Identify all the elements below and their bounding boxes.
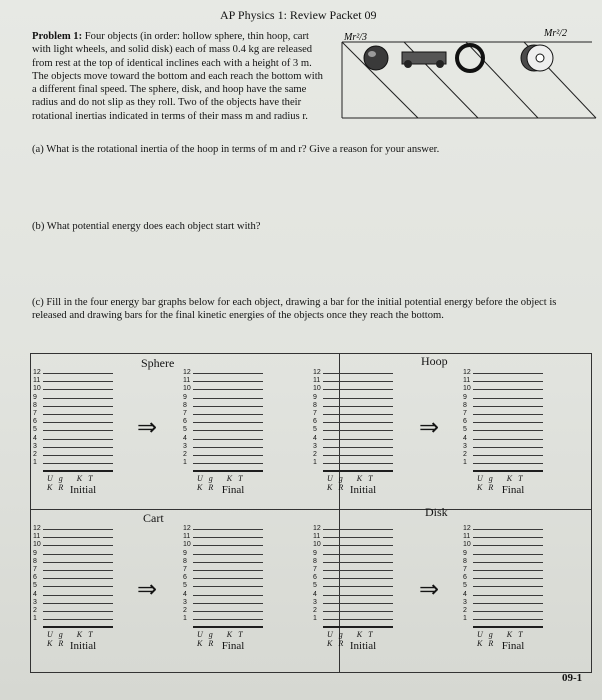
tick-label: 6 — [183, 418, 187, 426]
tick-label: 3 — [313, 442, 317, 450]
gridline — [43, 562, 113, 563]
tick-label: 7 — [183, 410, 187, 417]
tick-label: 9 — [463, 393, 467, 401]
tick-label: 3 — [183, 598, 187, 606]
horizontal-divider — [31, 509, 591, 510]
gridline — [193, 529, 263, 530]
graph-caption: Initial — [69, 484, 97, 497]
gridline — [43, 537, 113, 538]
gridline — [473, 529, 543, 530]
cart-label: Cart — [143, 511, 164, 525]
gridline — [193, 586, 263, 587]
tick-label: 2 — [33, 607, 37, 614]
gridline — [473, 422, 543, 423]
gridline — [43, 422, 113, 423]
gridline — [43, 554, 113, 555]
gridline — [43, 414, 113, 415]
gridline — [323, 430, 393, 431]
problem-statement — [32, 30, 330, 123]
tick-label: 11 — [183, 533, 191, 541]
gridline — [473, 455, 543, 456]
tick-label: 8 — [313, 401, 317, 409]
baseline — [43, 470, 113, 472]
gridline — [43, 373, 113, 374]
tick-label: 5 — [33, 426, 37, 434]
gridline — [473, 414, 543, 415]
tick-label: 4 — [313, 590, 317, 598]
gridline — [193, 414, 263, 415]
gridline — [43, 455, 113, 456]
gridline — [193, 455, 263, 456]
tick-label: 2 — [463, 451, 467, 458]
objects-on-inclines-figure — [338, 24, 600, 124]
tick-label: 12 — [183, 525, 191, 532]
gridline — [193, 398, 263, 399]
baseline — [323, 470, 393, 472]
gridline — [473, 554, 543, 555]
disk-label: Disk — [425, 505, 448, 519]
tick-label: 6 — [463, 574, 467, 582]
gridline — [473, 373, 543, 374]
tick-label: 2 — [313, 607, 317, 614]
gridline — [323, 562, 393, 563]
tick-label: 6 — [33, 574, 37, 582]
tick-label: 2 — [463, 607, 467, 614]
gridline — [323, 619, 393, 620]
gridline — [473, 463, 543, 464]
graph-caption: Final — [221, 640, 245, 653]
gridline — [193, 545, 263, 546]
gridline — [473, 389, 543, 390]
gridline — [473, 406, 543, 407]
tick-label: 8 — [463, 557, 467, 565]
gridline — [473, 545, 543, 546]
tick-label: 5 — [183, 582, 187, 590]
tick-label: 5 — [183, 426, 187, 434]
cart-wheel — [436, 60, 444, 68]
energy-columns: Ug KT KR — [197, 630, 249, 649]
gridline — [473, 447, 543, 448]
tick-label: 7 — [313, 566, 317, 573]
energy-bar-graph-grid — [30, 353, 592, 673]
tick-label: 12 — [463, 525, 471, 532]
tick-label: 2 — [313, 451, 317, 458]
disk-hub — [536, 54, 544, 62]
tick-label: 10 — [313, 385, 321, 393]
problem-label: Problem 1: — [32, 31, 83, 42]
gridline — [193, 430, 263, 431]
question-a: (a) What is the rotational inertia of the hoop in terms of m and r? Give a reason for your answer. — [32, 144, 440, 155]
sphere-inertia-label: Mr²/3 — [344, 32, 367, 43]
graph-caption: Final — [501, 640, 525, 653]
energy-columns: Ug KT KR — [477, 474, 529, 493]
gridline — [193, 570, 263, 571]
tick-label: 10 — [313, 541, 321, 549]
baseline — [43, 626, 113, 628]
tick-label: 1 — [183, 459, 187, 467]
thin-hoop — [457, 45, 483, 71]
gridline — [473, 595, 543, 596]
disk-arrow-icon: ⇒ — [419, 577, 440, 603]
gridline — [43, 611, 113, 612]
gridline — [193, 603, 263, 604]
gridline — [43, 603, 113, 604]
graph-caption: Initial — [69, 640, 97, 653]
tick-label: 12 — [313, 525, 321, 532]
disk-initial-bar-graph[interactable] — [313, 524, 393, 653]
gridline — [323, 422, 393, 423]
energy-columns: Ug KT KR — [477, 630, 529, 649]
gridline — [323, 586, 393, 587]
gridline — [323, 398, 393, 399]
gridline — [473, 537, 543, 538]
tick-label: 1 — [33, 459, 37, 467]
gridline — [323, 373, 393, 374]
sphere-arrow-icon: ⇒ — [137, 415, 158, 441]
tick-label: 8 — [463, 401, 467, 409]
gridline — [323, 447, 393, 448]
tick-label: 11 — [463, 377, 471, 385]
gridline — [473, 611, 543, 612]
gridline — [193, 537, 263, 538]
gridline — [193, 554, 263, 555]
tick-label: 3 — [463, 442, 467, 450]
tick-label: 12 — [33, 369, 41, 376]
sphere-initial-bar-graph[interactable] — [33, 368, 113, 497]
gridline — [323, 529, 393, 530]
tick-label: 6 — [33, 418, 37, 426]
tick-label: 3 — [33, 442, 37, 450]
tick-label: 4 — [33, 590, 37, 598]
gridline — [323, 537, 393, 538]
energy-columns: Ug KT KR — [47, 474, 99, 493]
tick-label: 2 — [33, 451, 37, 458]
baseline — [193, 626, 263, 628]
tick-label: 4 — [183, 434, 187, 442]
gridline — [473, 398, 543, 399]
energy-columns: Ug KT KR — [327, 474, 379, 493]
tick-label: 4 — [313, 434, 317, 442]
tick-label: 7 — [313, 410, 317, 417]
gridline — [323, 611, 393, 612]
graph-caption: Initial — [349, 640, 377, 653]
tick-label: 11 — [183, 377, 191, 385]
gridline — [193, 389, 263, 390]
question-c: (c) Fill in the four energy bar graphs below for each object, drawing a bar for the initial potential energy before the object is released and drawing bars for the final kinetic energies of the objects once they reach the bottom. — [32, 297, 557, 321]
gridline — [43, 381, 113, 382]
tick-label: 1 — [313, 615, 317, 623]
hoop-arrow-icon: ⇒ — [419, 415, 440, 441]
gridline — [323, 545, 393, 546]
gridline — [323, 414, 393, 415]
gridline — [43, 430, 113, 431]
tick-label: 2 — [183, 607, 187, 614]
hoop-initial-bar-graph[interactable] — [313, 368, 393, 497]
tick-label: 12 — [313, 369, 321, 376]
tick-label: 11 — [463, 533, 471, 541]
energy-columns: Ug KT KR — [197, 474, 249, 493]
tick-label: 3 — [183, 442, 187, 450]
tick-label: 8 — [313, 557, 317, 565]
gridline — [43, 447, 113, 448]
gridline — [473, 603, 543, 604]
sphere-highlight — [368, 51, 376, 57]
gridline — [323, 455, 393, 456]
gridline — [193, 578, 263, 579]
gridline — [43, 406, 113, 407]
tick-label: 11 — [33, 377, 41, 385]
gridline — [473, 619, 543, 620]
tick-label: 5 — [313, 582, 317, 590]
tick-label: 4 — [463, 434, 467, 442]
baseline — [193, 470, 263, 472]
tick-label: 1 — [313, 459, 317, 467]
gridline — [323, 389, 393, 390]
tick-label: 9 — [33, 393, 37, 401]
tick-label: 7 — [463, 566, 467, 573]
gridline — [473, 586, 543, 587]
tick-label: 1 — [183, 615, 187, 623]
gridline — [473, 430, 543, 431]
tick-label: 9 — [313, 549, 317, 557]
tick-label: 10 — [33, 541, 41, 549]
page-header: AP Physics 1: Review Packet 09 — [220, 8, 377, 22]
gridline — [193, 595, 263, 596]
tick-label: 10 — [183, 385, 191, 393]
gridline — [43, 439, 113, 440]
tick-label: 8 — [33, 401, 37, 409]
tick-label: 1 — [463, 615, 467, 623]
tick-label: 3 — [33, 598, 37, 606]
tick-label: 9 — [33, 549, 37, 557]
tick-label: 8 — [183, 401, 187, 409]
tick-label: 9 — [463, 549, 467, 557]
gridline — [193, 562, 263, 563]
tick-label: 10 — [33, 385, 41, 393]
gridline — [193, 463, 263, 464]
tick-label: 6 — [313, 418, 317, 426]
gridline — [323, 381, 393, 382]
tick-label: 7 — [183, 566, 187, 573]
gridline — [43, 570, 113, 571]
gridline — [323, 570, 393, 571]
gridline — [323, 554, 393, 555]
disk-final-bar-graph[interactable] — [463, 524, 543, 653]
gridline — [193, 447, 263, 448]
graph-caption: Initial — [349, 484, 377, 497]
gridline — [193, 381, 263, 382]
tick-label: 4 — [463, 590, 467, 598]
tick-label: 9 — [313, 393, 317, 401]
gridline — [473, 578, 543, 579]
hollow-sphere — [364, 46, 388, 70]
tick-label: 6 — [313, 574, 317, 582]
tick-label: 7 — [463, 410, 467, 417]
gridline — [193, 406, 263, 407]
gridline — [193, 439, 263, 440]
gridline — [323, 439, 393, 440]
tick-label: 8 — [183, 557, 187, 565]
tick-label: 12 — [33, 525, 41, 532]
baseline — [473, 470, 543, 472]
gridline — [43, 389, 113, 390]
tick-label: 10 — [463, 541, 471, 549]
cart-final-bar-graph[interactable] — [183, 524, 263, 653]
gridline — [323, 603, 393, 604]
gridline — [43, 398, 113, 399]
tick-label: 10 — [183, 541, 191, 549]
graph-caption: Final — [501, 484, 525, 497]
gridline — [473, 562, 543, 563]
graph-caption: Final — [221, 484, 245, 497]
baseline — [473, 626, 543, 628]
gridline — [43, 545, 113, 546]
tick-label: 1 — [33, 615, 37, 623]
tick-label: 5 — [33, 582, 37, 590]
hoop-label: Hoop — [421, 354, 448, 368]
gridline — [323, 406, 393, 407]
tick-label: 12 — [463, 369, 471, 376]
gridline — [43, 578, 113, 579]
tick-label: 9 — [183, 393, 187, 401]
tick-label: 12 — [183, 369, 191, 376]
hoop-final-bar-graph[interactable] — [463, 368, 543, 497]
gridline — [193, 422, 263, 423]
question-b: (b) What potential energy does each object start with? — [32, 221, 261, 232]
sphere-label: Sphere — [141, 356, 175, 370]
gridline — [473, 570, 543, 571]
gridline — [323, 578, 393, 579]
gridline — [473, 439, 543, 440]
tick-label: 8 — [33, 557, 37, 565]
page-number: 09-1 — [562, 672, 583, 684]
tick-label: 7 — [33, 566, 37, 573]
tick-label: 5 — [463, 582, 467, 590]
gridline — [43, 586, 113, 587]
tick-label: 9 — [183, 549, 187, 557]
gridline — [43, 529, 113, 530]
tick-label: 1 — [463, 459, 467, 467]
gridline — [323, 463, 393, 464]
cart-arrow-icon: ⇒ — [137, 577, 158, 603]
gridline — [193, 373, 263, 374]
tick-label: 5 — [463, 426, 467, 434]
gridline — [43, 463, 113, 464]
tick-label: 10 — [463, 385, 471, 393]
tick-label: 11 — [33, 533, 41, 541]
tick-label: 7 — [33, 410, 37, 417]
tick-label: 11 — [313, 377, 321, 385]
cart-wheel — [404, 60, 412, 68]
gridline — [193, 619, 263, 620]
sphere-final-bar-graph[interactable] — [183, 368, 263, 497]
tick-label: 11 — [313, 533, 321, 541]
tick-label: 5 — [313, 426, 317, 434]
energy-columns: Ug KT KR — [327, 630, 379, 649]
cart-initial-bar-graph[interactable] — [33, 524, 113, 653]
tick-label: 4 — [33, 434, 37, 442]
gridline — [323, 595, 393, 596]
tick-label: 6 — [463, 418, 467, 426]
problem-text: Four objects (in order: hollow sphere, thin hoop, cart with light wheels, and solid disk) each of mass 0.4 kg are released from rest at the top of identical inclines each with a height of 3 m. The objects move toward the bottom and each reach the bottom with a different final speed. The sphere, disk, and hoop have the same radius and do not slip as they roll. Two of the objects have their rotational inertias indicated in terms of their mass m and radius r. — [32, 31, 323, 122]
energy-columns: Ug KT KR — [47, 630, 99, 649]
gridline — [473, 381, 543, 382]
gridline — [43, 595, 113, 596]
baseline — [323, 626, 393, 628]
tick-label: 3 — [313, 598, 317, 606]
disk-inertia-label: Mr²/2 — [544, 28, 567, 39]
tick-label: 2 — [183, 451, 187, 458]
tick-label: 4 — [183, 590, 187, 598]
gridline — [43, 619, 113, 620]
tick-label: 3 — [463, 598, 467, 606]
tick-label: 6 — [183, 574, 187, 582]
gridline — [193, 611, 263, 612]
